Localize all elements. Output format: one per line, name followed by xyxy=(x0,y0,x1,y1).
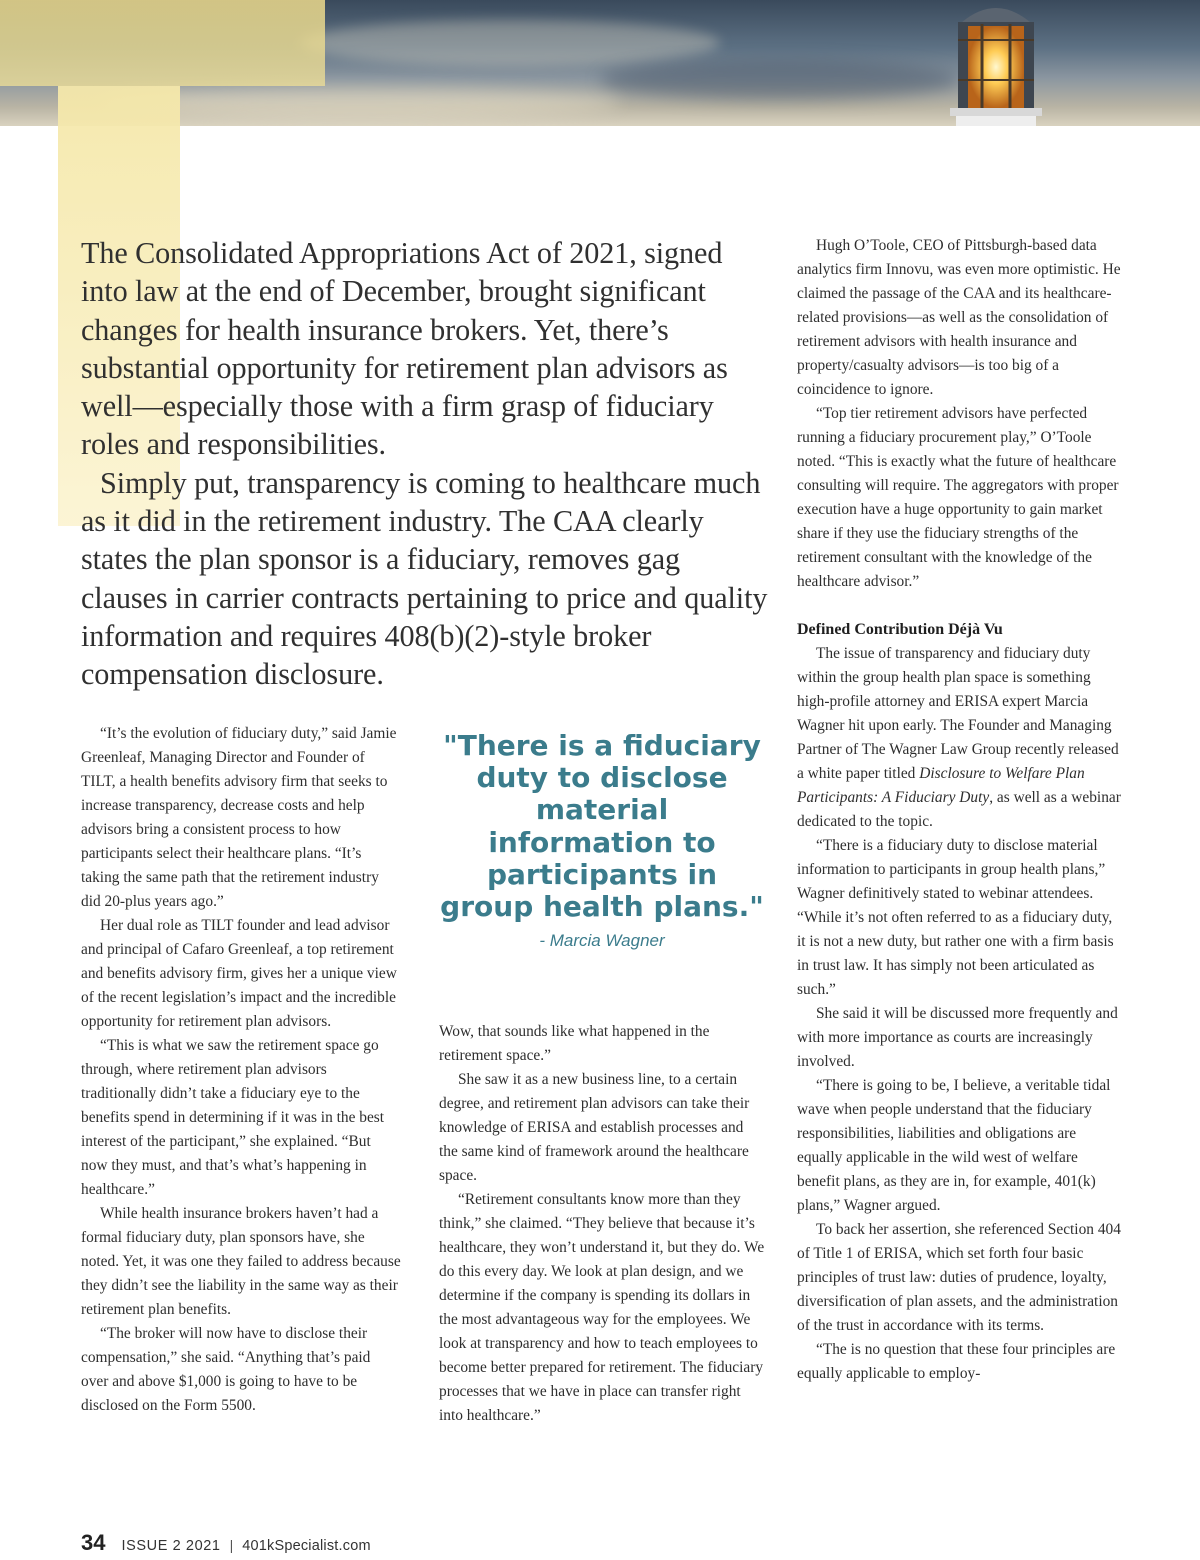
page-footer xyxy=(81,1530,371,1560)
intro-paragraph: The Consolidated Appropriations Act of 2021, signed into law at the end of December, brought significant changes for health insurance brokers. Yet, there’s substantial opportunity for retirement plan advisors as well—especially those with a firm grasp of fiduciary roles and responsibilities. xyxy=(81,236,728,462)
pull-quote xyxy=(439,724,765,953)
sky-cloud xyxy=(600,60,960,100)
body-paragraph: “The broker will now have to disclose their compensation,” she said. “Anything that’s paid over and above $1,000 is going to have to be disclosed on the Form 5500. xyxy=(81,1325,371,1414)
issue-label: ISSUE 2 2021 xyxy=(121,1538,221,1554)
body-paragraph: “The is no question that these four principles are equally applicable to employ- xyxy=(797,1341,1116,1382)
body-paragraph: “Top tier retirement advisors have perfected running a fiduciary procurement play,” O’Toole noted. “This is exactly what the future of healthcare consulting will require. The aggregators with proper execution have a huge opportunity to gain market share if they use the fiduciary strengths of the retirement consultant with the knowledge of the healthcare advisor.” xyxy=(797,405,1119,590)
white-paper-title: Disclosure to Welfare Plan Participants: A Fiduciary Duty xyxy=(797,765,1085,806)
footer-separator: | xyxy=(229,1537,234,1553)
body-paragraph: “Retirement consultants know more than they think,” she claimed. “They believe that because it’s healthcare, they won’t understand it, but they do. We do this every day. We look at plan design, and we determine if the company is spending its dollars in the most advantageous way for the employees. We look at transparency and how to teach employees to become better prepared for retirement. The fiduciary processes that we have in place can transfer right into healthcare.” xyxy=(439,1191,765,1424)
body-paragraph: Wow, that sounds like what happened in the retirement space.” xyxy=(439,1023,710,1064)
pull-quote-text: "There is a fiduciary duty to disclose material information to participants in group health plans." xyxy=(440,729,764,924)
body-paragraph: Her dual role as TILT founder and lead advisor and principal of Cafaro Greenleaf, a top retirement and benefits advisory firm, gives her a unique view of the recent legislation’s impact and the incredible opportunity for retirement plan advisors. xyxy=(81,917,397,1030)
sky-cloud xyxy=(300,20,720,66)
website-link[interactable]: 401kSpecialist.com xyxy=(242,1538,371,1554)
body-paragraph: “There is a fiduciary duty to disclose material information to participants in group health plans,” Wagner definitively stated to webinar attendees. “While it’s not often referred to as a fiduciary duty, it is not a new duty, but rather one with a firm basis in trust law. It has simply not been articulated as such.” xyxy=(797,837,1114,998)
body-paragraph: Hugh O’Toole, CEO of Pittsburgh-based data analytics firm Innovu, was even more optimistic. He claimed the passage of the CAA and its healthcare-related provisions—as well as the consolidation of retirement advisors with health insurance and property/casualty advisors—is too big of a coincidence to ignore. xyxy=(797,237,1121,398)
body-paragraph: She said it will be discussed more frequently and with more importance as courts are increasingly involved. xyxy=(797,1005,1118,1070)
intro-paragraphs xyxy=(81,234,771,694)
intro-paragraph: Simply put, transparency is coming to healthcare much as it did in the retirement industry. The CAA clearly states the plan sponsor is a fiduciary, removes gag clauses in carrier contracts pertaining to price and quality information and requires 408(b)(2)-style broker compensation disclosure. xyxy=(81,465,768,692)
article-column-middle xyxy=(439,1020,765,1428)
section-heading: Defined Contribution Déjà Vu xyxy=(797,621,1003,638)
body-paragraph: “This is what we saw the retirement space go through, where retirement plan advisors traditionally didn’t take a fiduciary eye to the benefits spend in determining if it was in the best interest of the participant,” she explained. “But now they must, and that’s what’s happening in healthcare.” xyxy=(81,1037,385,1198)
body-paragraph: “It’s the evolution of fiduciary duty,” said Jamie Greenleaf, Managing Director and Founder of TILT, a health benefits advisory firm that seeks to increase transparency, decrease costs and help advisors bring a consistent process to how participants select their healthcare plans. “It’s taking the same path that the retirement industry did 20-plus years ago.” xyxy=(81,725,397,910)
lighthouse-lamp-icon xyxy=(942,0,1050,126)
body-paragraph: “There is going to be, I believe, a veritable tidal wave when people understand that the fiduciary responsibilities, liabilities and obligations are equally applicable in the wild west of welfare benefit plans, as they are in, for example, 401(k) plans,” Wagner argued. xyxy=(797,1077,1111,1214)
article-column-right xyxy=(797,234,1122,1386)
body-paragraph: She saw it as a new business line, to a certain degree, and retirement plan advisors can take their knowledge of ERISA and establish processes and the same kind of framework around the healthcare space. xyxy=(439,1071,750,1184)
header-photo-banner xyxy=(0,0,1200,126)
body-paragraph: To back her assertion, she referenced Section 404 of Title 1 of ERISA, which set forth four basic principles of trust law: duties of prudence, loyalty, diversification of plan assets, and the administration of the trust in accordance with its terms. xyxy=(797,1221,1121,1334)
yellow-overlay-block xyxy=(0,0,325,86)
pull-quote-author: - Marcia Wagner xyxy=(539,931,665,951)
body-paragraph: The issue of transparency and fiduciary duty within the group health plan space is something high-profile attorney and ERISA expert Marcia Wagner hit upon early. The Founder and Managing Partner of The Wagner Law Group recently released a white paper titled Disclosure to Welfare Plan Participants: A Fiduciary Duty, as well as a webinar dedicated to the topic. xyxy=(797,645,1121,830)
body-paragraph: While health insurance brokers haven’t had a formal fiduciary duty, plan sponsors have, she noted. Yet, it was one they failed to address because they didn’t see the liability in the same way as their retirement plan benefits. xyxy=(81,1205,401,1318)
page-number: 34 xyxy=(81,1530,106,1555)
article-column-left xyxy=(81,722,401,1418)
